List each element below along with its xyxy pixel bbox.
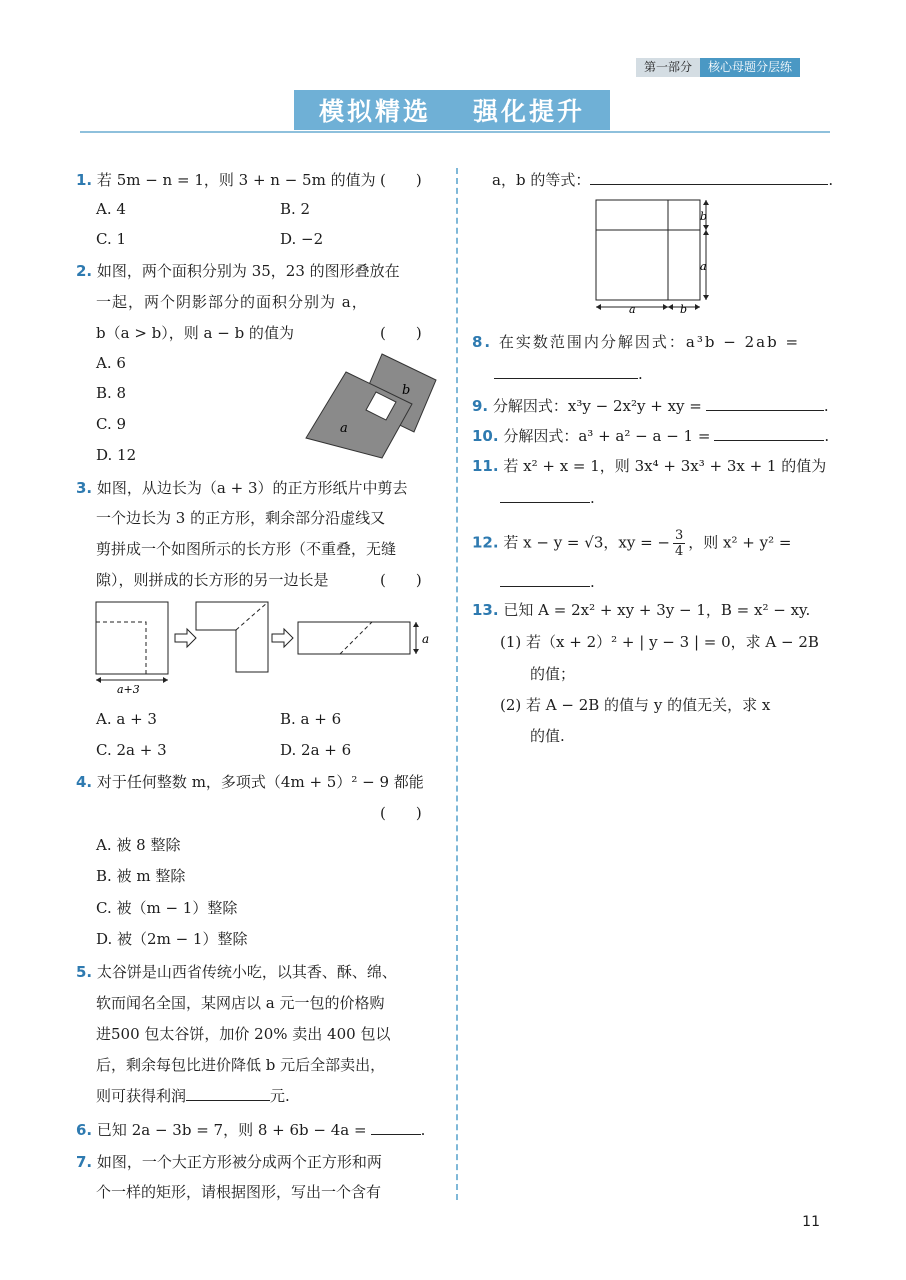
q3-square bbox=[96, 602, 168, 674]
q5-line-5: 则可获得利润 bbox=[96, 1087, 187, 1105]
q12-fraction bbox=[673, 528, 685, 559]
q7-bottom-b: b bbox=[680, 303, 688, 316]
banner-right: 强化提升 bbox=[473, 97, 586, 126]
q12-answer-blank[interactable] bbox=[500, 572, 590, 587]
q3-arrow-1-icon bbox=[175, 629, 196, 647]
q7-answer-blank[interactable] bbox=[590, 170, 828, 185]
q6-stem: 已知 2a − 3b = 7，则 8 + 6b − 4a = bbox=[96, 1121, 367, 1139]
q3-line-3: 剪拼成一个如图所示的长方形（不重叠，无缝 bbox=[96, 540, 397, 558]
q3-answer-paren: ( ) bbox=[380, 571, 422, 589]
q3-number: 3. bbox=[76, 479, 93, 497]
q13-part-2: (2) 若 A − 2B 的值与 y 的值无关，求 x bbox=[500, 696, 771, 714]
q12-number: 12. bbox=[472, 533, 499, 552]
q5-line-1: 太谷饼是山西省传统小吃，以其香、酥、绵、 bbox=[96, 963, 397, 981]
q4-option-c: C. 被（m − 1）整除 bbox=[96, 899, 238, 917]
q2-option-a: A. 6 bbox=[96, 354, 126, 372]
q2-label-b: b bbox=[402, 383, 411, 398]
q8-stem: 在实数范围内分解因式：a³b − 2ab = bbox=[498, 333, 801, 351]
q11-number: 11. bbox=[472, 457, 499, 475]
q3-cut-figure bbox=[90, 598, 440, 698]
q13-part-1: (1) 若（x + 2）² + | y − 3 | = 0，求 A − 2B bbox=[500, 633, 819, 651]
q2-option-b: B. 8 bbox=[96, 384, 127, 402]
q3-cut-line bbox=[96, 622, 146, 674]
q3-rectangle bbox=[298, 622, 410, 654]
q8-number: 8. bbox=[472, 333, 493, 351]
q3-diagonal-cut bbox=[236, 602, 268, 630]
q3-option-b: B. a + 6 bbox=[280, 710, 342, 728]
q13-part-2-cont: 的值. bbox=[530, 727, 565, 745]
q5-line-3: 进500 包太谷饼，加价 20% 卖出 400 包以 bbox=[96, 1025, 391, 1043]
q2-overlap-figure bbox=[302, 350, 442, 460]
q4-answer-paren: ( ) bbox=[380, 804, 422, 822]
q10-number: 10. bbox=[472, 427, 499, 445]
page-number: 11 bbox=[802, 1214, 820, 1230]
q7-line-3: a，b 的等式： bbox=[492, 171, 591, 189]
banner-left: 模拟精选 bbox=[318, 97, 431, 126]
q8-answer-blank[interactable] bbox=[494, 364, 638, 379]
q2-number: 2. bbox=[76, 262, 93, 280]
q3-line-2: 一个边长为 3 的正方形，剩余部分沿虚线又 bbox=[96, 509, 386, 527]
q3-l-shape bbox=[196, 602, 268, 672]
column-divider bbox=[456, 168, 458, 1200]
q13-stem: 已知 A = 2x² + xy + 3y − 1，B = x² − xy. bbox=[503, 601, 811, 619]
q3-line-1: 如图，从边长为（a + 3）的正方形纸片中剪去 bbox=[96, 479, 408, 497]
q5-number: 5. bbox=[76, 963, 93, 981]
q7-right-a: a bbox=[700, 260, 707, 273]
q3-line-4: 隙），则拼成的长方形的另一边长是 bbox=[96, 571, 329, 589]
q6-answer-blank[interactable] bbox=[371, 1120, 421, 1135]
q13-number: 13. bbox=[472, 601, 499, 619]
q9-stem: 分解因式：x³y − 2x²y + xy = bbox=[492, 397, 702, 415]
q4-option-d: D. 被（2m − 1）整除 bbox=[96, 930, 248, 948]
q11-answer-blank[interactable] bbox=[500, 488, 590, 503]
q3-option-d: D. 2a + 6 bbox=[280, 741, 352, 759]
q12-stem-a: 若 x − y = √3，xy = − bbox=[503, 533, 670, 552]
q1-option-c: C. 1 bbox=[96, 230, 127, 248]
q4-number: 4. bbox=[76, 773, 93, 791]
q5-line-2: 软而闻名全国，某网店以 a 元一包的价格购 bbox=[96, 994, 385, 1012]
q1-number: 1. bbox=[76, 171, 93, 189]
q7-big-square bbox=[596, 200, 700, 300]
q9-number: 9. bbox=[472, 397, 489, 415]
q2-option-d: D. 12 bbox=[96, 446, 137, 464]
q2-option-c: C. 9 bbox=[96, 415, 127, 433]
q7-square-figure bbox=[586, 194, 726, 320]
q4-option-b: B. 被 m 整除 bbox=[96, 867, 186, 885]
q3-arrow-2-icon bbox=[272, 629, 293, 647]
q5-line-4: 后，剩余每包比进价降低 b 元后全部卖出， bbox=[96, 1056, 386, 1074]
q3-height-label: a bbox=[422, 632, 430, 646]
section-label: 核心母题分层练 bbox=[700, 58, 800, 77]
q2-line-1: 如图，两个面积分别为 35，23 的图形叠放在 bbox=[96, 262, 400, 280]
q2-line-3: b（a > b），则 a − b 的值为 bbox=[96, 324, 294, 342]
q1-option-d: D. −2 bbox=[280, 230, 324, 248]
q1-answer-paren: ( ) bbox=[380, 171, 422, 189]
q7-right-b: b bbox=[700, 210, 708, 223]
q7-bottom-a: a bbox=[629, 303, 636, 316]
q2-answer-paren: ( ) bbox=[380, 324, 422, 342]
section-tag bbox=[636, 58, 800, 77]
q11-stem: 若 x² + x = 1，则 3x⁴ + 3x³ + 3x + 1 的值为 bbox=[503, 457, 827, 475]
page-banner bbox=[294, 90, 610, 130]
q13-part-1-cont: 的值； bbox=[530, 665, 576, 683]
q5-unit: 元. bbox=[270, 1087, 290, 1105]
q12-frac-denominator: 4 bbox=[674, 544, 684, 559]
q12-frac-numerator: 3 bbox=[674, 528, 684, 543]
q7-line-2: 个一样的矩形，请根据图形，写出一个含有 bbox=[96, 1183, 382, 1201]
q1-option-a: A. 4 bbox=[96, 200, 126, 218]
q4-line-1: 对于任何整数 m，多项式（4m + 5）² − 9 都能 bbox=[96, 773, 424, 791]
q3-option-a: A. a + 3 bbox=[96, 710, 157, 728]
q12-stem-b: ，则 x² + y² = bbox=[688, 533, 792, 552]
q3-option-c: C. 2a + 3 bbox=[96, 741, 167, 759]
q5-answer-blank[interactable] bbox=[186, 1086, 270, 1101]
q1-stem: 若 5m − n = 1，则 3 + n − 5m 的值为 bbox=[96, 171, 376, 189]
part-label: 第一部分 bbox=[636, 58, 700, 77]
q2-label-a: a bbox=[340, 421, 348, 436]
q2-line-2: 一起，两个阴影部分的面积分别为 a， bbox=[96, 293, 368, 311]
q6-number: 6. bbox=[76, 1121, 93, 1139]
q1-option-b: B. 2 bbox=[280, 200, 311, 218]
q3-rect-cut bbox=[340, 622, 372, 654]
q7-line-1: 如图，一个大正方形被分成两个正方形和两 bbox=[96, 1153, 382, 1171]
q4-option-a: A. 被 8 整除 bbox=[96, 836, 181, 854]
q10-answer-blank[interactable] bbox=[714, 426, 824, 441]
q10-stem: 分解因式：a³ + a² − a − 1 = bbox=[503, 427, 711, 445]
header-rule bbox=[80, 131, 830, 133]
q9-answer-blank[interactable] bbox=[706, 396, 824, 411]
q3-side-label: a+3 bbox=[117, 683, 140, 696]
q7-number: 7. bbox=[76, 1153, 93, 1171]
